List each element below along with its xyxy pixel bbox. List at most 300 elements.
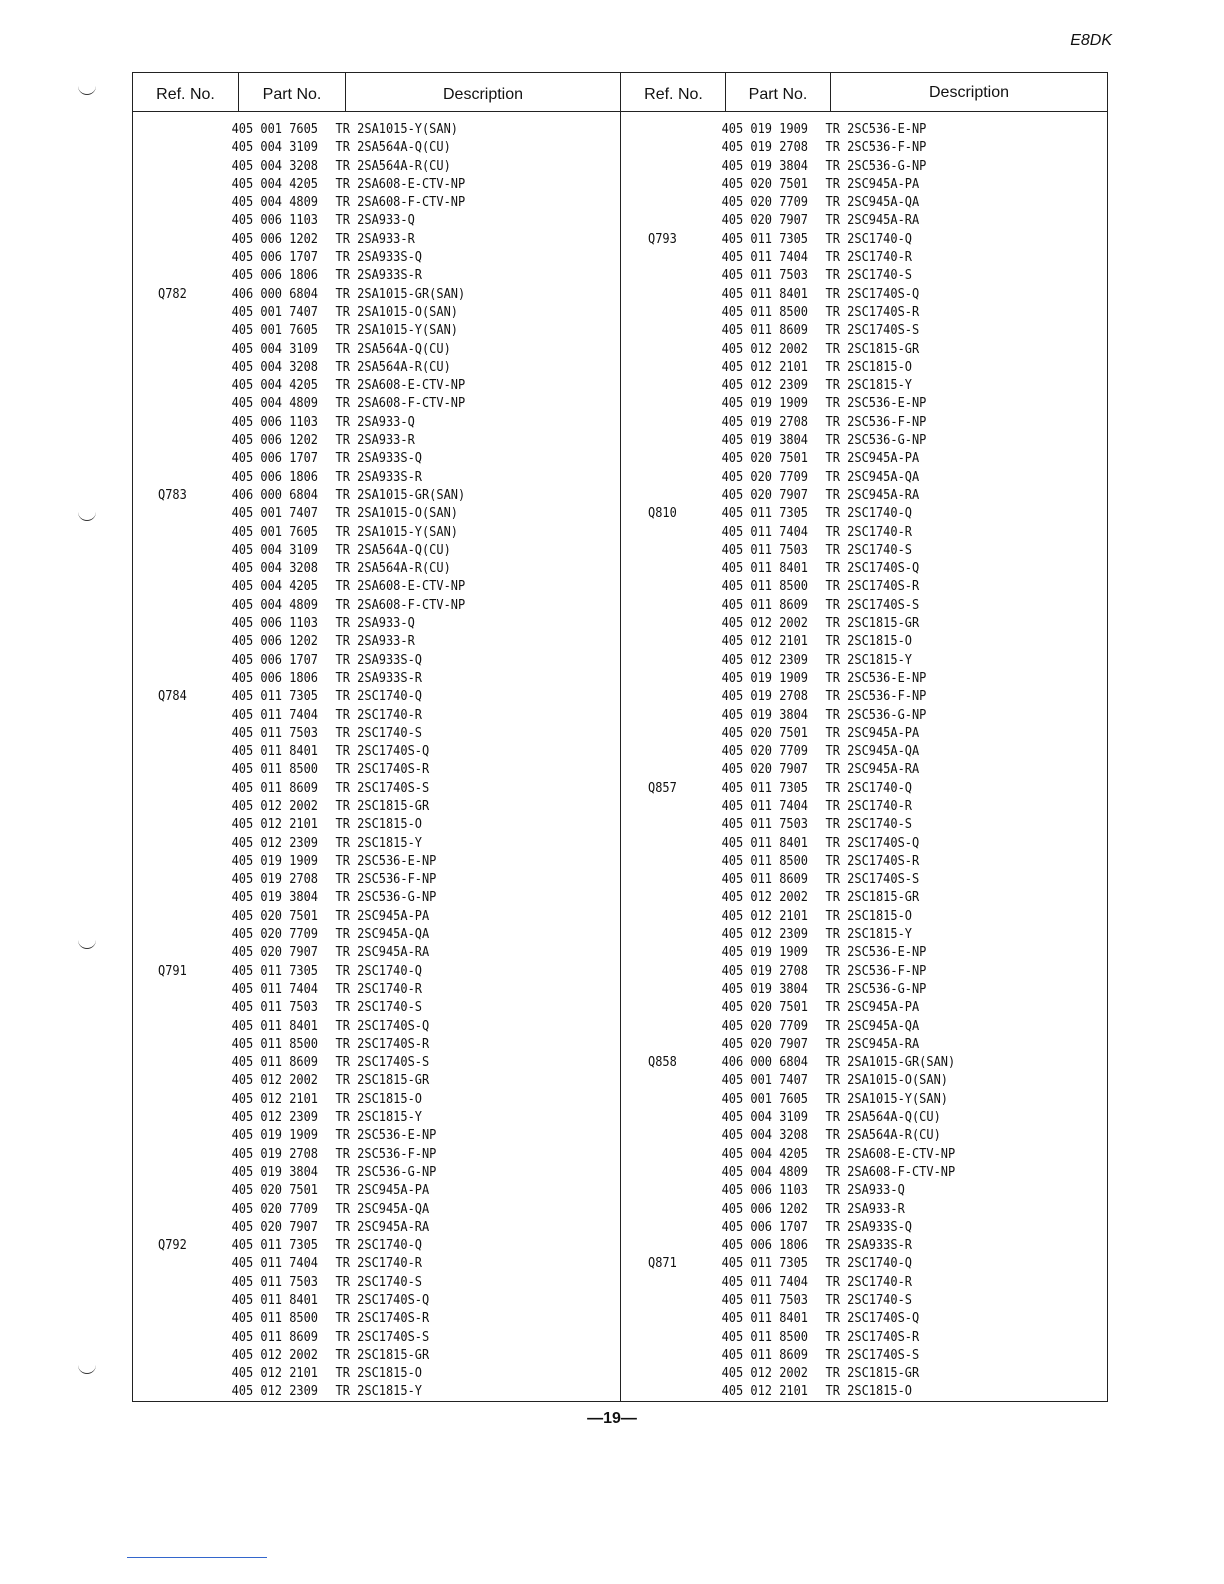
table-row [648,1347,1062,1365]
description-cell: TR 2SC1740-R [825,798,912,814]
table-row [648,652,1062,670]
description-cell: TR 2SC1815-GR [825,1366,920,1382]
description-cell: TR 2SC1740S-S [335,1329,430,1345]
part-no-cell: 405 006 1202 [231,634,319,650]
table-row [158,780,572,798]
table-row [158,469,572,487]
part-no-cell: 406 000 6804 [231,487,319,503]
description-cell: TR 2SC945A-RA [825,487,920,503]
table-row [648,1127,1062,1145]
description-cell: TR 2SC536-F-NP [825,689,927,705]
part-no-cell: 405 012 2101 [721,1384,809,1400]
part-no-cell: 405 019 2708 [721,963,809,979]
part-no-cell: 405 006 1707 [231,652,319,668]
table-row [648,560,1062,578]
table-row [648,963,1062,981]
table-row [648,578,1062,596]
part-no-cell: 405 004 4205 [231,176,319,192]
description-cell: TR 2SC1815-O [825,634,912,650]
table-row [158,121,572,139]
part-no-cell: 405 019 3804 [721,158,809,174]
description-cell: TR 2SA933S-R [825,1238,912,1254]
part-no-cell: 405 020 7907 [721,487,809,503]
table-row [158,835,572,853]
description-cell: TR 2SC536-E-NP [825,945,927,961]
table-row [648,688,1062,706]
part-no-cell: 405 006 1103 [231,414,319,430]
table-row [158,1036,572,1054]
description-cell: TR 2SC945A-QA [825,195,920,211]
description-cell: TR 2SA933S-Q [335,451,422,467]
description-cell: TR 2SC536-E-NP [335,853,437,869]
part-no-cell: 405 006 1202 [231,433,319,449]
description-cell: TR 2SC1740-R [825,1274,912,1290]
scan-mark-icon [78,512,96,521]
part-no-cell: 405 020 7709 [231,1201,319,1217]
table-row [158,1054,572,1072]
description-cell: TR 2SA933-Q [335,414,415,430]
part-no-cell: 405 006 1202 [231,231,319,247]
part-no-cell: 405 011 8500 [231,762,319,778]
description-cell: TR 2SC1740S-R [335,1036,430,1052]
part-no-cell: 405 011 8401 [721,1311,809,1327]
part-no-cell: 405 011 8609 [231,780,319,796]
part-no-cell: 405 011 7305 [721,1256,809,1272]
table-row [158,322,572,340]
part-no-cell: 405 019 2708 [231,1146,319,1162]
description-cell: TR 2SC1740-R [335,1256,422,1272]
table-row [648,158,1062,176]
part-no-cell: 405 011 8401 [721,561,809,577]
table-row [158,761,572,779]
part-no-cell: 405 012 2002 [231,798,319,814]
part-no-cell: 405 004 3208 [231,359,319,375]
part-no-cell: 405 011 8609 [721,323,809,339]
table-row [648,1054,1062,1072]
description-cell: TR 2SC1815-Y [825,652,912,668]
table-row [648,1091,1062,1109]
part-no-cell: 405 001 7605 [231,323,319,339]
description-cell: TR 2SC1815-GR [335,798,430,814]
part-no-cell: 405 001 7407 [231,304,319,320]
description-cell: TR 2SC1815-O [335,1091,422,1107]
table-row [648,871,1062,889]
part-no-cell: 405 012 2101 [721,634,809,650]
description-cell: TR 2SA933S-Q [335,250,422,266]
table-row [648,286,1062,304]
part-no-cell: 405 020 7501 [721,451,809,467]
table-row [648,487,1062,505]
part-no-cell: 405 011 7305 [721,506,809,522]
part-no-cell: 405 019 2708 [721,689,809,705]
part-no-cell: 405 011 8500 [721,579,809,595]
table-row [158,1164,572,1182]
table-row [158,652,572,670]
description-cell: TR 2SC1740S-Q [825,1311,920,1327]
table-row [648,926,1062,944]
part-no-cell: 405 011 8401 [231,1018,319,1034]
part-no-cell: 405 012 2101 [231,1366,319,1382]
scan-mark-icon [78,1365,96,1374]
part-no-cell: 405 019 1909 [721,122,809,137]
part-no-cell: 405 004 4205 [721,1146,809,1162]
table-row [648,1018,1062,1036]
table-row [648,359,1062,377]
table-row [648,1182,1062,1200]
part-no-cell: 405 019 2708 [721,414,809,430]
part-no-cell: 405 020 7501 [721,725,809,741]
table-row [158,1091,572,1109]
description-cell: TR 2SC1815-Y [825,378,912,394]
description-cell: TR 2SC1740S-Q [825,286,920,302]
part-no-cell: 406 000 6804 [721,1055,809,1071]
description-cell: TR 2SC1740S-Q [335,1293,430,1308]
table-row [648,707,1062,725]
part-no-cell: 405 019 3804 [231,890,319,906]
table-row [648,267,1062,285]
description-cell: TR 2SA608-E-CTV-NP [335,378,466,394]
part-no-cell: 405 006 1806 [231,268,319,284]
description-cell: TR 2SC945A-QA [825,744,920,760]
part-no-cell: 405 001 7605 [721,1091,809,1107]
table-row [158,578,572,596]
table-row [648,743,1062,761]
table-row [648,212,1062,230]
description-cell: TR 2SA1015-O(SAN) [335,304,458,320]
ref-no-cell: Q871 [648,1256,677,1272]
part-no-cell: 405 011 8500 [721,304,809,320]
part-no-cell: 405 019 3804 [721,981,809,997]
description-cell: TR 2SA1015-Y(SAN) [335,323,458,339]
table-row [158,1146,572,1164]
description-cell: TR 2SC1740S-R [825,579,920,595]
description-cell: TR 2SC1740-S [825,1293,912,1308]
part-no-cell: 405 006 1103 [231,616,319,632]
header-ref-no-right: Ref. No. [644,86,703,103]
description-cell: TR 2SC1815-GR [825,341,920,357]
description-cell: TR 2SC1740-Q [825,231,912,247]
description-cell: TR 2SA933S-R [335,670,422,686]
description-cell: TR 2SC1740S-Q [335,744,430,760]
description-cell: TR 2SC1740S-Q [825,835,920,851]
table-row [158,267,572,285]
table-row [648,469,1062,487]
header-part-no-left: Part No. [262,86,322,103]
description-cell: TR 2SA1015-O(SAN) [825,1073,948,1089]
part-no-cell: 405 020 7709 [721,1018,809,1034]
part-no-cell: 405 011 8609 [721,1347,809,1363]
table-row [158,725,572,743]
table-row [158,999,572,1017]
table-row [158,1201,572,1219]
table-row [648,1310,1062,1328]
description-cell: TR 2SC1740-S [825,268,912,284]
table-row [648,121,1062,139]
table-row [648,999,1062,1017]
part-no-cell: 405 019 3804 [231,1164,319,1180]
description-cell: TR 2SC536-E-NP [825,670,927,686]
table-row [648,798,1062,816]
table-row [648,835,1062,853]
description-cell: TR 2SC1740-Q [335,689,422,705]
part-no-cell: 405 019 1909 [231,853,319,869]
description-cell: TR 2SA608-F-CTV-NP [825,1164,956,1180]
part-no-cell: 405 011 7503 [721,268,809,284]
description-cell: TR 2SA564A-R(CU) [335,561,451,577]
table-row [648,889,1062,907]
part-no-cell: 405 004 4809 [231,195,319,211]
table-row [648,524,1062,542]
description-cell: TR 2SA933-R [335,634,415,650]
part-no-cell: 405 011 7503 [721,1293,809,1308]
part-no-cell: 405 011 8500 [231,1036,319,1052]
part-no-cell: 405 012 2309 [231,1110,319,1126]
table-row [648,780,1062,798]
description-cell: TR 2SA933-Q [825,1183,905,1199]
table-row [158,487,572,505]
part-no-cell: 406 000 6804 [231,286,319,302]
description-cell: TR 2SC1740S-R [825,304,920,320]
description-cell: TR 2SA564A-R(CU) [335,158,451,174]
part-no-cell: 405 004 3109 [231,140,319,156]
table-row [158,359,572,377]
part-no-cell: 405 020 7907 [231,1219,319,1235]
part-no-cell: 405 012 2101 [231,1091,319,1107]
part-no-cell: 405 012 2002 [721,1366,809,1382]
part-no-cell: 405 004 3208 [231,561,319,577]
right-parts-list [648,121,1098,1402]
part-no-cell: 405 011 8609 [721,597,809,613]
description-cell: TR 2SC945A-PA [825,1000,920,1016]
header-description-left: Description [442,86,524,103]
table-row [648,1383,1062,1401]
description-cell: TR 2SC1815-O [825,1384,912,1400]
table-row [158,450,572,468]
part-no-cell: 405 012 2309 [721,927,809,943]
description-cell: TR 2SC536-E-NP [825,396,927,412]
table-row [648,615,1062,633]
table-row [158,908,572,926]
table-row [648,377,1062,395]
parts-table [132,72,1108,1402]
description-cell: TR 2SA933S-R [335,268,422,284]
part-no-cell: 405 004 4205 [231,579,319,595]
part-no-cell: 405 011 7503 [721,542,809,558]
table-row [158,688,572,706]
header-description-right: Description [928,84,1010,101]
table-row [648,981,1062,999]
description-cell: TR 2SC1815-Y [335,835,422,851]
table-row [648,1036,1062,1054]
table-row [158,377,572,395]
table-row [648,1219,1062,1237]
description-cell: TR 2SC1815-GR [825,890,920,906]
description-cell: TR 2SC1740-Q [335,963,422,979]
description-cell: TR 2SC1740-Q [825,1256,912,1272]
part-no-cell: 405 011 7503 [231,725,319,741]
description-cell: TR 2SC1740-S [335,725,422,741]
ref-no-cell: Q784 [158,689,187,705]
part-no-cell: 405 006 1707 [231,250,319,266]
ref-no-cell: Q793 [648,231,677,247]
description-cell: TR 2SA1015-O(SAN) [335,506,458,522]
table-row [158,1329,572,1347]
part-no-cell: 405 004 3109 [231,341,319,357]
table-row [158,1109,572,1127]
table-row [158,981,572,999]
table-row [648,816,1062,834]
part-no-cell: 405 011 8609 [721,872,809,888]
part-no-cell: 405 011 7305 [721,780,809,796]
description-cell: TR 2SC1740-Q [825,506,912,522]
table-row [648,231,1062,249]
description-cell: TR 2SA1015-Y(SAN) [335,122,458,137]
part-no-cell: 405 001 7407 [721,1073,809,1089]
description-cell: TR 2SC945A-PA [335,908,430,924]
description-cell: TR 2SC945A-RA [825,1036,920,1052]
part-no-cell: 405 011 7404 [721,798,809,814]
table-row [648,542,1062,560]
description-cell: TR 2SC536-E-NP [825,122,927,137]
scan-mark-icon [78,940,96,949]
part-no-cell: 405 019 1909 [231,1128,319,1144]
part-no-cell: 405 020 7501 [721,1000,809,1016]
description-cell: TR 2SA933-Q [335,616,415,632]
description-cell: TR 2SA1015-GR(SAN) [335,487,466,503]
part-no-cell: 405 011 8609 [231,1329,319,1345]
part-no-cell: 405 011 8401 [721,286,809,302]
part-no-cell: 405 012 2309 [721,378,809,394]
part-no-cell: 405 020 7709 [721,469,809,485]
description-cell: TR 2SA608-E-CTV-NP [335,579,466,595]
description-cell: TR 2SA933-R [335,433,415,449]
part-no-cell: 405 012 2101 [721,359,809,375]
description-cell: TR 2SC536-F-NP [825,963,927,979]
part-no-cell: 405 012 2002 [721,890,809,906]
table-row [158,395,572,413]
description-cell: TR 2SC1740-Q [825,780,912,796]
part-no-cell: 405 012 2309 [721,652,809,668]
description-cell: TR 2SC1815-GR [825,616,920,632]
table-row [648,341,1062,359]
table-row [158,212,572,230]
description-cell: TR 2SC536-E-NP [335,1128,437,1144]
table-row [158,158,572,176]
table-row [648,670,1062,688]
description-cell: TR 2SC536-F-NP [335,872,437,888]
table-row [648,505,1062,523]
table-row [158,505,572,523]
description-cell: TR 2SC1815-O [335,817,422,833]
table-row [648,176,1062,194]
description-cell: TR 2SC1740-R [825,250,912,266]
part-no-cell: 405 004 3109 [231,542,319,558]
part-no-cell: 405 011 8401 [231,1293,319,1308]
description-cell: TR 2SC945A-RA [335,1219,430,1235]
table-row [648,450,1062,468]
table-row [158,615,572,633]
description-cell: TR 2SA564A-R(CU) [335,359,451,375]
table-row [648,633,1062,651]
description-cell: TR 2SC945A-QA [335,1201,430,1217]
table-row [648,1146,1062,1164]
table-row [648,761,1062,779]
part-no-cell: 405 019 3804 [721,433,809,449]
table-row [158,1219,572,1237]
description-cell: TR 2SC1740-Q [335,1238,422,1254]
part-no-cell: 405 020 7709 [231,927,319,943]
description-cell: TR 2SA1015-Y(SAN) [825,1091,948,1107]
ref-no-cell: Q810 [648,506,677,522]
description-cell: TR 2SC945A-PA [825,176,920,192]
description-cell: TR 2SC945A-QA [825,1018,920,1034]
part-no-cell: 405 020 7907 [721,213,809,229]
description-cell: TR 2SC536-G-NP [825,158,927,174]
description-cell: TR 2SC1815-Y [825,927,912,943]
description-cell: TR 2SC1815-O [825,359,912,375]
description-cell: TR 2SC1740-R [335,707,422,723]
description-cell: TR 2SC945A-RA [825,762,920,778]
table-row [648,1201,1062,1219]
description-cell: TR 2SC1740S-R [335,762,430,778]
part-no-cell: 405 006 1806 [231,670,319,686]
part-no-cell: 405 019 1909 [721,396,809,412]
table-row [158,816,572,834]
part-no-cell: 405 011 7404 [231,707,319,723]
description-cell: TR 2SC1740-R [825,524,912,540]
description-cell: TR 2SC1740S-Q [825,561,920,577]
part-no-cell: 405 011 7305 [231,689,319,705]
description-cell: TR 2SC1740S-R [825,1329,920,1345]
ref-no-cell: Q792 [158,1238,187,1254]
description-cell: TR 2SC1740-S [335,1000,422,1016]
description-cell: TR 2SC1740S-S [825,872,920,888]
ref-no-cell: Q857 [648,780,677,796]
table-row [648,414,1062,432]
part-no-cell: 405 012 2309 [231,835,319,851]
table-row [158,670,572,688]
table-row [158,1274,572,1292]
description-cell: TR 2SA564A-Q(CU) [335,140,451,156]
part-no-cell: 405 020 7907 [721,1036,809,1052]
part-no-cell: 405 019 2708 [231,872,319,888]
description-cell: TR 2SC1740S-R [825,853,920,869]
part-no-cell: 405 011 7404 [721,524,809,540]
part-no-cell: 405 011 8500 [721,853,809,869]
part-no-cell: 405 020 7501 [231,1183,319,1199]
description-cell: TR 2SA933-Q [335,213,415,229]
description-cell: TR 2SC1815-O [825,908,912,924]
part-no-cell: 405 020 7501 [721,176,809,192]
page-number: —19— [587,1410,637,1427]
table-row [158,944,572,962]
description-cell: TR 2SC1740-S [825,817,912,833]
description-cell: TR 2SA1015-GR(SAN) [825,1055,956,1071]
table-row [158,1292,572,1310]
description-cell: TR 2SA1015-Y(SAN) [335,524,458,540]
description-cell: TR 2SA608-E-CTV-NP [825,1146,956,1162]
part-no-cell: 405 019 2708 [721,140,809,156]
description-cell: TR 2SC1740-S [335,1274,422,1290]
description-cell: TR 2SC1815-Y [335,1110,422,1126]
description-cell: TR 2SC1740S-Q [335,1018,430,1034]
table-row [158,1347,572,1365]
description-cell: TR 2SC536-G-NP [825,433,927,449]
description-cell: TR 2SA564A-Q(CU) [825,1110,941,1126]
table-row [158,542,572,560]
part-no-cell: 405 011 7305 [721,231,809,247]
table-row [648,1237,1062,1255]
